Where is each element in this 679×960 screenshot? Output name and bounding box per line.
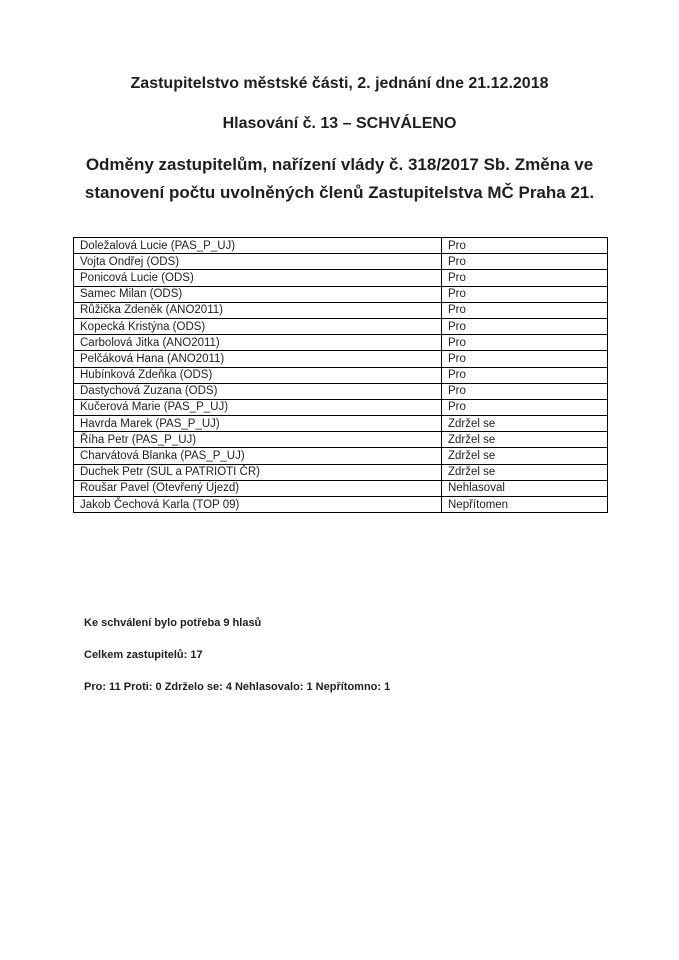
table-row xyxy=(74,399,608,415)
member-vote: Zdržel se xyxy=(442,464,608,480)
table-row xyxy=(74,383,608,399)
member-vote: Pro xyxy=(442,286,608,302)
member-vote: Nepřítomen xyxy=(442,497,608,513)
table-row xyxy=(74,367,608,383)
member-name: Pelčáková Hana (ANO2011) xyxy=(74,351,442,367)
member-name: Doležalová Lucie (PAS_P_UJ) xyxy=(74,238,442,254)
member-name: Roušar Pavel (Otevřený Újezd) xyxy=(74,480,442,496)
member-name: Jakob Čechová Karla (TOP 09) xyxy=(74,497,442,513)
table-row xyxy=(74,480,608,496)
table-row xyxy=(74,270,608,286)
member-vote: Pro xyxy=(442,254,608,270)
member-vote: Pro xyxy=(442,302,608,318)
meeting-title: Zastupitelstvo městské části, 2. jednání dne 21.12.2018 xyxy=(130,75,549,92)
table-row xyxy=(74,351,608,367)
member-name: Charvátová Blanka (PAS_P_UJ) xyxy=(74,448,442,464)
vote-subject: Odměny zastupitelům, nařízení vlády č. 318/2017 Sb. Změna ve stanovení počtu uvolněných členů Zastupitelstva MČ Praha 21. xyxy=(84,155,595,202)
member-vote: Pro xyxy=(442,335,608,351)
member-vote: Pro xyxy=(442,367,608,383)
table-row xyxy=(74,286,608,302)
member-name: Samec Milan (ODS) xyxy=(74,286,442,302)
vote-number-result: Hlasování č. 13 – SCHVÁLENO xyxy=(222,115,457,132)
summary-required-votes: Ke schválení bylo potřeba 9 hlasů xyxy=(84,617,262,629)
member-name: Ponicová Lucie (ODS) xyxy=(74,270,442,286)
summary-total-members: Celkem zastupitelů: 17 xyxy=(84,649,203,661)
member-name: Vojta Ondřej (ODS) xyxy=(74,254,442,270)
table-row xyxy=(74,335,608,351)
table-row xyxy=(74,432,608,448)
table-row xyxy=(74,416,608,432)
member-vote: Zdržel se xyxy=(442,432,608,448)
member-vote: Zdržel se xyxy=(442,416,608,432)
table-row xyxy=(74,302,608,318)
table-row xyxy=(74,238,608,254)
member-name: Hubínková Zdeňka (ODS) xyxy=(74,367,442,383)
member-vote: Pro xyxy=(442,351,608,367)
member-name: Říha Petr (PAS_P_UJ) xyxy=(74,432,442,448)
member-vote: Nehlasoval xyxy=(442,480,608,496)
member-name: Dastychová Zuzana (ODS) xyxy=(74,383,442,399)
member-vote: Pro xyxy=(442,318,608,334)
summary-tally: Pro: 11 Proti: 0 Zdrželo se: 4 Nehlasovalo: 1 Nepřítomno: 1 xyxy=(84,681,391,693)
member-vote: Pro xyxy=(442,238,608,254)
member-vote: Pro xyxy=(442,270,608,286)
member-name: Havrda Marek (PAS_P_UJ) xyxy=(74,416,442,432)
table-row xyxy=(74,448,608,464)
member-name: Kopecká Kristýna (ODS) xyxy=(74,318,442,334)
table-row xyxy=(74,497,608,513)
member-vote: Zdržel se xyxy=(442,448,608,464)
member-vote: Pro xyxy=(442,383,608,399)
votes-table xyxy=(73,237,608,513)
member-name: Carbolová Jitka (ANO2011) xyxy=(74,335,442,351)
member-name: Duchek Petr (SÚL a PATRIOTI ČR) xyxy=(74,464,442,480)
member-name: Kučerová Marie (PAS_P_UJ) xyxy=(74,399,442,415)
member-vote: Pro xyxy=(442,399,608,415)
table-row xyxy=(74,464,608,480)
table-row xyxy=(74,254,608,270)
member-name: Růžička Zdeněk (ANO2011) xyxy=(74,302,442,318)
table-row xyxy=(74,318,608,334)
